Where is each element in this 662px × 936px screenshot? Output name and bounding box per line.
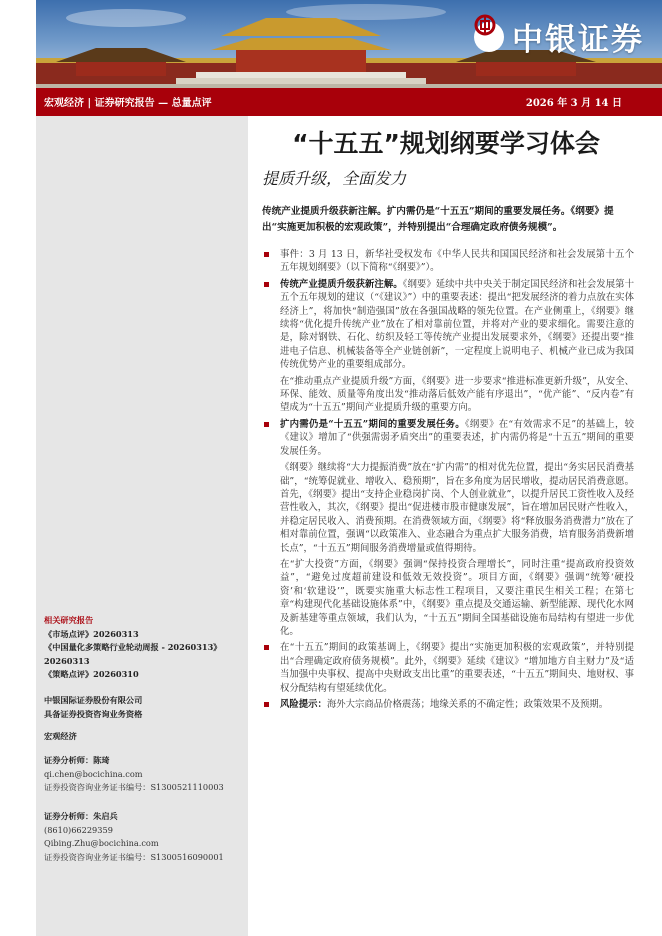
- category-bar: [36, 88, 662, 116]
- paragraph-policy: 在“十五五”期间的政策基调上，《纲要》提出“实施更加积极的宏观政策”，并特别提出“合理确定政府债务规模”。此外，《纲要》延续《建议》“增加地方自主财力”及“适当加强中央事权、提高中央财政支出比重”的重要表述，“十五五”期间央、地财权、事权分配结构有望延续优化。: [262, 641, 634, 695]
- square-bullet-icon: [264, 282, 269, 287]
- analyst-phone: (8610)66229359: [44, 824, 113, 835]
- paragraph-risk: 风险提示：海外大宗商品价格震荡；地缘关系的不确定性；政策效果不及预期。: [262, 698, 634, 711]
- analyst-email[interactable]: qi.chen@bocichina.com: [44, 768, 143, 779]
- paragraph-event: 事件：3 月 13 日，新华社受权发布《中华人民共和国国民经济和社会发展第十五个五年规划纲要》（以下简称“《纲要》”）。: [262, 248, 634, 275]
- paragraph-industry: 传统产业提质升级获新注解。《纲要》延续中共中央关于制定国民经济和社会发展第十五个五年规划的建议（“《建议》”）中的重要表述：提出“把发展经济的着力点放在实体经济上”，将加快“制造强国”放在各强国战略的领先位置。在产业侧重上，《纲要》继续将“优化提升传统产业”放在了相对靠前位置，并将对产业的要求细化。需要注意的是，除对钢铁、石化、纺织及轻工等传统产业提出发展要求外，《纲要》还提出要“推进电子信息、机械装备等全产业链创新”，一定程度上说明电子、机械产业已成为我国传统优势产业的重要组成部分。: [262, 278, 634, 372]
- company-name: 中银国际证券股份有限公司: [44, 695, 143, 705]
- company-qualification: 具备证券投资咨询业务资格: [44, 708, 143, 719]
- related-report-item[interactable]: 《市场点评》20260313: [44, 628, 139, 639]
- boc-logo-icon: [474, 22, 504, 52]
- report-summary: 传统产业提质升级获新注解。扩内需仍是“十五五”期间的重要发展任务。《纲要》提出“实施更加积极的宏观政策”，并特别提出“合理确定政府债务规模”。: [262, 206, 614, 233]
- analyst-email[interactable]: Qibing.Zhu@bocichina.com: [44, 838, 159, 848]
- analyst-2: [44, 798, 224, 864]
- related-report-item[interactable]: 《中国量化多策略行业轮动周报 - 20260313》20260313: [44, 642, 222, 666]
- brand: [474, 14, 644, 59]
- analyst-license: 证券投资咨询业务证书编号：S1300521110003: [44, 782, 224, 792]
- report-body: [262, 248, 634, 714]
- square-bullet-icon: [264, 422, 269, 427]
- company-info: [44, 694, 142, 721]
- report-title: “十五五”规划纲要学习体会: [292, 129, 600, 158]
- report-date: 2026 年 3 月 14 日: [525, 98, 622, 109]
- related-reports-title: 相关研究报告: [44, 615, 94, 625]
- paragraph-demand: 扩内需仍是“十五五”期间的重要发展任务。《纲要》在“有效需求不足”的基础上，较《建议》增加了“供强需弱矛盾突出”的重要表述，扩内需仍将是“十五五”期间的重要发展任务。: [262, 418, 634, 458]
- analyst-name: 证券分析师：陈琦: [44, 755, 110, 765]
- sidebar: [36, 116, 248, 936]
- paragraph-upgrade: 在“推动重点产业提质升级”方面，《纲要》进一步要求“推进标准更新升级”，从安全、环保、能效、质量等角度出发“推动落后低效产能有序退出”，“优产能”、“反内卷”有望成为“十五五”期间产业提质升级的重要方向。: [280, 375, 634, 414]
- square-bullet-icon: [264, 645, 269, 650]
- analyst-license: 证券投资咨询业务证书编号：S1300516090001: [44, 851, 224, 862]
- report-subtitle: 提质升级，全面发力: [262, 169, 407, 188]
- paragraph-consumption: 《纲要》继续将“大力提振消费”放在“扩内需”的相对优先位置，提出“务实居民消费基础”，“统筹促就业、增收入、稳预期”，旨在多角度为居民增收，提动居民消费意愿。首先，《纲要》提出“支持企业稳岗扩岗、个人创业就业”，以提升居民工资性收入及经营性收入，其次，《纲要》提出“促进楼市股市健康发展”，旨在增加居民财产性收入，并稳定居民收入、消费预期。在消费领域方面，《纲要》将“释放服务消费潜力”放在了相对靠前位置，强调“以政策准入、业态融合为重点扩大服务消费，培育服务消费新增长点”，“十五五”期间服务消费增量或值得期待。: [280, 462, 634, 554]
- sector-name: 宏观经济: [44, 731, 77, 741]
- related-report-item[interactable]: 《策略点评》20260310: [44, 669, 139, 679]
- brand-name: 中银证券: [512, 22, 644, 58]
- sector: [44, 730, 77, 744]
- paragraph-investment: 在“扩大投资”方面，《纲要》强调“保持投资合理增长”，同时注重“提高政府投资效益”，“避免过度超前建设和低效无效投资”。项目方面，《纲要》强调“统筹‘硬投资’和‘软建设’”，既要实施重大标志性工程项目，又要注重民生相关工程；在第七章“构建现代化基础设施体系”中，《纲要》重点提及交通运输、新型能源、现代化水网及新基建等重点领域，我们认为，“十五五”期间全国基础设施布局结构有望进一步优化。: [280, 558, 634, 637]
- report-category: 宏观经济 | 证券研究报告 — 总量点评: [44, 98, 212, 109]
- analyst-1: [44, 744, 224, 795]
- header-banner: [36, 0, 662, 88]
- square-bullet-icon: [264, 702, 269, 707]
- square-bullet-icon: [264, 252, 269, 257]
- analyst-name: 证券分析师：朱启兵: [44, 811, 118, 821]
- related-reports: [44, 614, 244, 682]
